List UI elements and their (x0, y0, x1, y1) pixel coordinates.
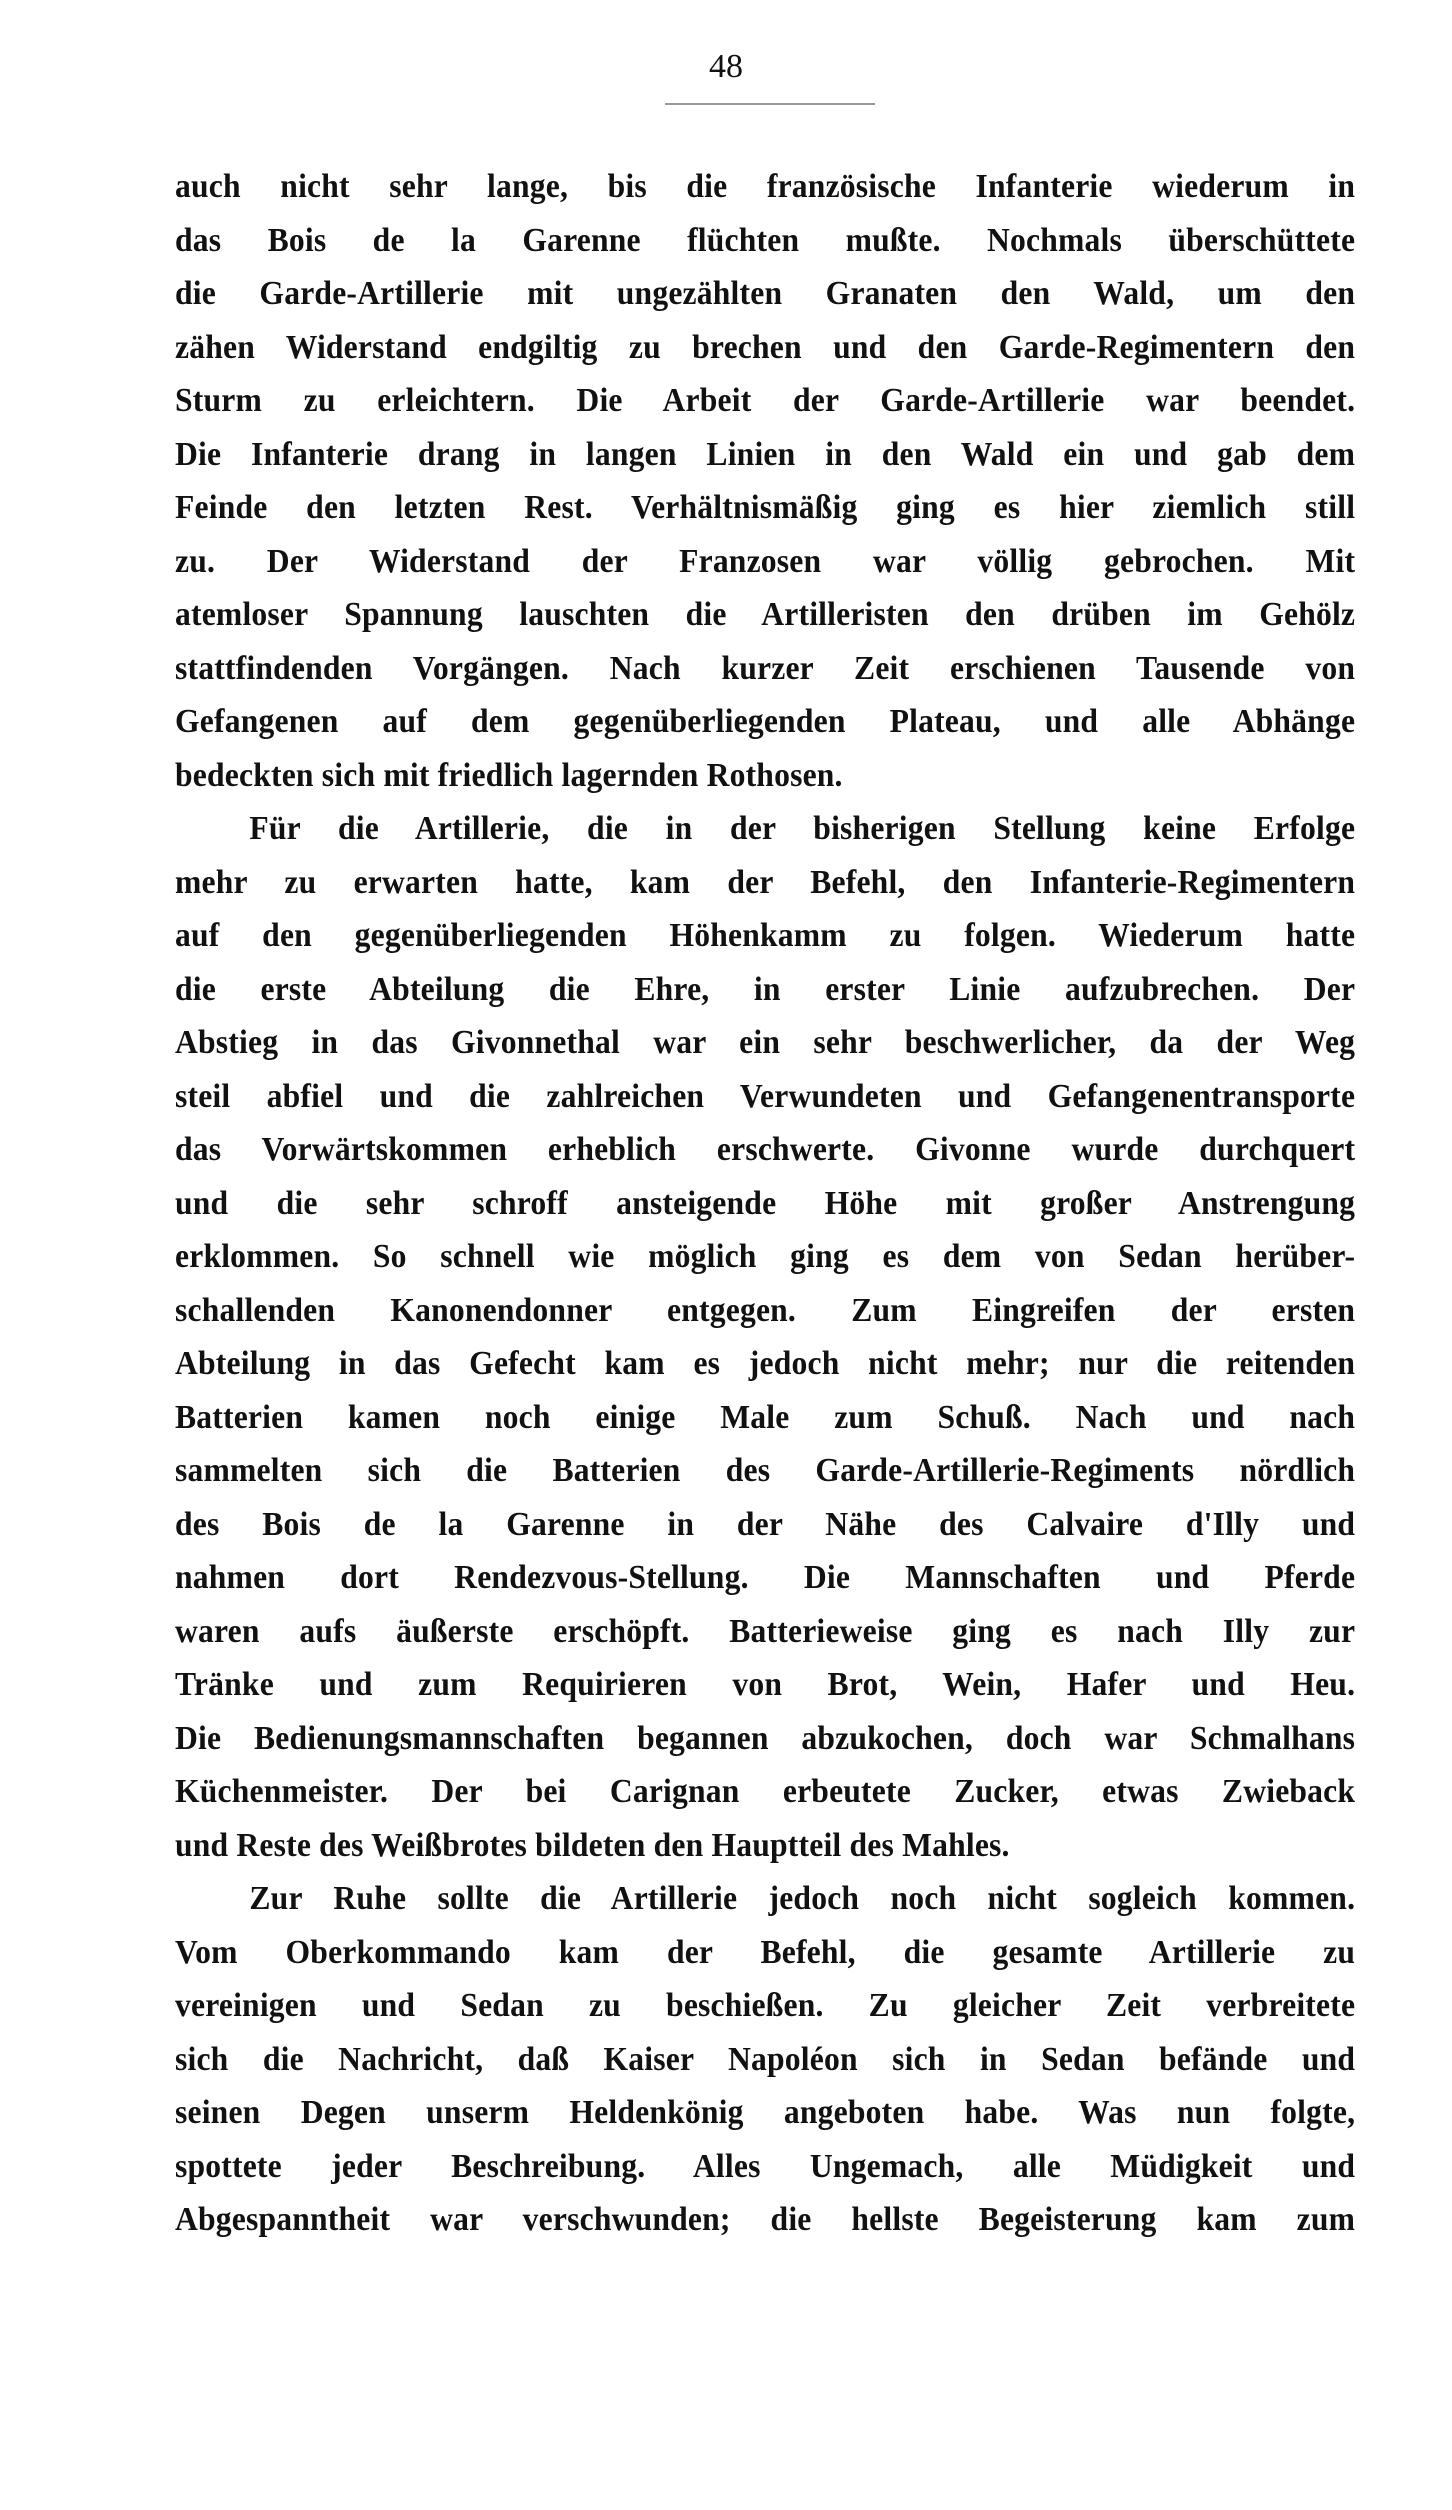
text-line: des Bois de la Garenne in der Nähe des Calvaire d'Illy und (175, 1505, 1356, 1543)
text-line: Zur Ruhe sollte die Artillerie jedoch noch nicht sogleich kommen. (249, 1880, 1356, 1917)
text-line: spottete jeder Beschreibung. Alles Ungemach, alle Müdigkeit und (175, 2147, 1356, 2185)
text-line: zu. Der Widerstand der Franzosen war völlig gebrochen. Mit (175, 542, 1356, 580)
text-line: das Bois de la Garenne flüchten mußte. Nochmals überschüttete (175, 221, 1356, 259)
text-line: Sturm zu erleichtern. Die Arbeit der Garde-Artillerie war beendet. (175, 382, 1356, 419)
paragraph-2 (175, 802, 1355, 1872)
text-line: bedeckten sich mit friedlich lagernden Rothosen. (175, 756, 843, 794)
text-line: stattfindenden Vorgängen. Nach kurzer Zeit erschienen Tausende von (175, 649, 1356, 687)
text-line: vereinigen und Sedan zu beschießen. Zu gleicher Zeit verbreitete (175, 1987, 1356, 2024)
text-line: zähen Widerstand endgiltig zu brechen und den Garde-Regimentern den (175, 328, 1356, 366)
text-line: Abstieg in das Givonnethal war ein sehr beschwerlicher, da der Weg (175, 1024, 1356, 1061)
text-line: Batterien kamen noch einige Male zum Schuß. Nach und nach (175, 1398, 1356, 1436)
text-line: sich die Nachricht, daß Kaiser Napoléon sich in Sedan befände und (175, 2040, 1356, 2078)
paragraph-1 (175, 160, 1355, 802)
text-line: Die Bedienungsmannschaften begannen abzukochen, doch war Schmalhans (175, 1719, 1356, 1757)
text-line: Gefangenen auf dem gegenüberliegenden Plateau, und alle Abhänge (175, 703, 1356, 740)
page-body (175, 160, 1355, 2247)
text-line: Die Infanterie drang in langen Linien in den Wald ein und gab dem (175, 435, 1356, 473)
text-line: Feinde den letzten Rest. Verhältnismäßig ging es hier ziemlich still (175, 489, 1356, 526)
paragraph-3 (175, 1872, 1355, 2247)
text-line: erklommen. So schnell wie möglich ging es dem von Sedan herüber- (175, 1238, 1356, 1275)
text-line: schallenden Kanonendonner entgegen. Zum Eingreifen der ersten (175, 1291, 1356, 1329)
text-line: Abgespanntheit war verschwunden; die hellste Begeisterung kam zum (175, 2201, 1356, 2238)
text-line: Tränke und zum Requirieren von Brot, Wein, Hafer und Heu. (175, 1666, 1356, 1703)
text-line: die Garde-Artillerie mit ungezählten Granaten den Wald, um den (175, 275, 1356, 312)
text-line: die erste Abteilung die Ehre, in erster Linie aufzubrechen. Der (175, 970, 1356, 1008)
text-line: Abteilung in das Gefecht kam es jedoch nicht mehr; nur die reitenden (175, 1345, 1356, 1382)
text-line: und Reste des Weißbrotes bildeten den Hauptteil des Mahles. (175, 1826, 1010, 1864)
text-line: seinen Degen unserm Heldenkönig angeboten habe. Was nun folgte, (175, 2094, 1356, 2131)
text-line: das Vorwärtskommen erheblich erschwerte. Givonne wurde durchquert (175, 1131, 1356, 1168)
text-line: steil abfiel und die zahlreichen Verwundeten und Gefangenentransporte (175, 1077, 1356, 1115)
text-line: Küchenmeister. Der bei Carignan erbeutete Zucker, etwas Zwieback (175, 1773, 1356, 1810)
text-line: waren aufs äußerste erschöpft. Batterieweise ging es nach Illy zur (175, 1612, 1356, 1650)
text-line: nahmen dort Rendezvous-Stellung. Die Mannschaften und Pferde (175, 1559, 1356, 1596)
text-line: mehr zu erwarten hatte, kam der Befehl, den Infanterie-Regimentern (175, 863, 1356, 901)
text-line: Für die Artillerie, die in der bisherigen Stellung keine Erfolge (249, 810, 1356, 847)
text-line: sammelten sich die Batterien des Garde-Artillerie-Regiments nördlich (175, 1452, 1356, 1489)
text-line: Vom Oberkommando kam der Befehl, die gesamte Artillerie zu (175, 1933, 1356, 1971)
text-line: auf den gegenüberliegenden Höhenkamm zu folgen. Wiederum hatte (175, 917, 1356, 954)
text-line: auch nicht sehr lange, bis die französische Infanterie wiederum in (175, 168, 1356, 205)
text-line: atemloser Spannung lauschten die Artilleristen den drüben im Gehölz (175, 596, 1356, 633)
text-line: und die sehr schroff ansteigende Höhe mit großer Anstrengung (175, 1184, 1356, 1222)
page-number: 48 (709, 48, 743, 85)
header-rule (665, 103, 875, 105)
